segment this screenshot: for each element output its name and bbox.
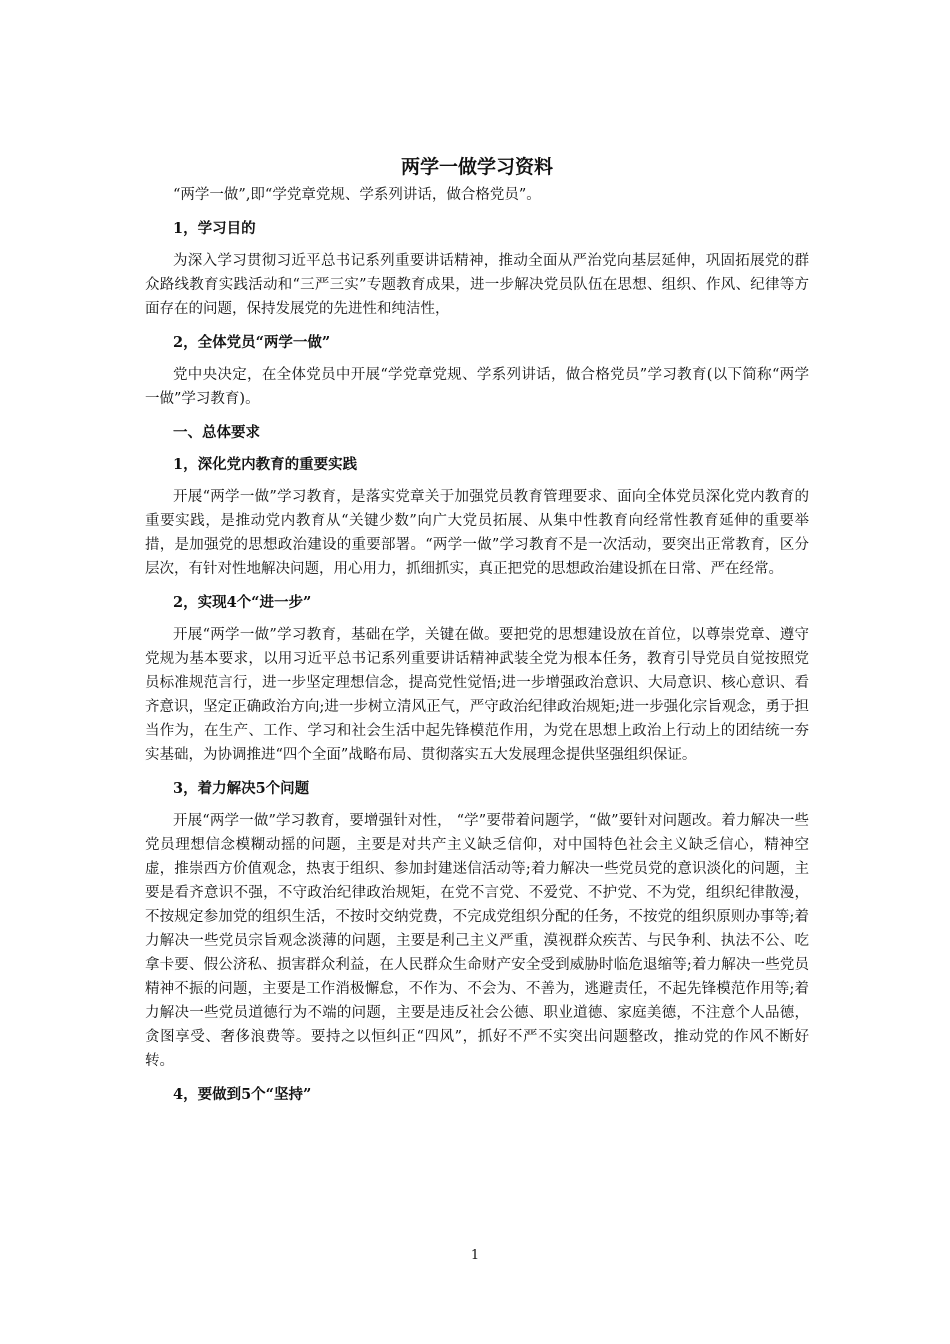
page-number: 1 xyxy=(470,1248,480,1263)
section-heading: 4，要做到5个“坚持” xyxy=(173,1086,312,1103)
intro-paragraph: “两学一做”,即“学党章党规、学系列讲话，做合格党员”。 xyxy=(173,187,541,203)
body-paragraph: 为深入学习贯彻习近平总书记系列重要讲话精神，推动全面从严治党向基层延伸，巩固拓展党的群众路线教育实践活动和“三严三实”专题教育成果，进一步解决党员队伍在思想、组织、作风、纪律等方面存在的问题，保持发展党的先进性和纯洁性， xyxy=(145,253,809,317)
section-heading: 2，实现4个“进一步” xyxy=(173,594,312,611)
body-paragraph: 开展“两学一做”学习教育，是落实党章关于加强党员教育管理要求、面向全体党员深化党内教育的重要实践，是推动党内教育从“关键少数”向广大党员拓展、从集中性教育向经常性教育延伸的重要举措，是加强党的思想政治建设的重要部署。“两学一做”学习教育不是一次活动，要突出正常教育，区分层次，有针对性地解决问题，用心用力，抓细抓实，真正把党的思想政治建设抓在日常、严在经常。 xyxy=(145,489,809,577)
section-heading: 3，着力解决5个问题 xyxy=(173,780,310,797)
document-title: 两学一做学习资料 xyxy=(400,156,553,178)
section-heading: 1，深化党内教育的重要实践 xyxy=(173,456,358,473)
section-heading: 1，学习目的 xyxy=(173,220,256,237)
document-body xyxy=(145,152,809,1115)
document-sections xyxy=(145,217,809,1107)
body-paragraph: 开展“两学一做”学习教育，基础在学，关键在做。要把党的思想建设放在首位，以尊崇党章、遵守党规为基本要求，以用习近平总书记系列重要讲话精神武装全党为根本任务，教育引导党员自觉按照党员标准规范言行，进一步坚定理想信念，提高党性觉悟;进一步增强政治意识、大局意识、核心意识、看齐意识，坚定正确政治方向;进一步树立清风正气，严守政治纪律政治规矩;进一步强化宗旨观念，勇于担当作为，在生产、工作、学习和社会生活中起先锋模范作用，为党在思想上政治上行动上的团结统一夯实基础，为协调推进“四个全面”战略布局、贯彻落实五大发展理念提供坚强组织保证。 xyxy=(145,627,809,763)
body-paragraph: 党中央决定，在全体党员中开展“学党章党规、学系列讲话，做合格党员”学习教育(以下简称“两学一做”学习教育)。 xyxy=(145,367,809,407)
body-paragraph: 开展“两学一做”学习教育，要增强针对性， “学”要带着问题学，“做”要针对问题改。着力解决一些党员理想信念模糊动摇的问题，主要是对共产主义缺乏信仰，对中国特色社会主义缺乏信心，精神空虚，推崇西方价值观念，热衷于组织、参加封建迷信活动等;着力解决一些党员党的意识淡化的问题，主要是看齐意识不强，不守政治纪律政治规矩，在党不言党、不爱党、不护党、不为党，组织纪律散漫，不按规定参加党的组织生活，不按时交纳党费，不完成党组织分配的任务，不按党的组织原则办事等;着力解决一些党员宗旨观念淡薄的问题，主要是利己主义严重，漠视群众疾苦、与民争利、执法不公、吃拿卡要、假公济私、损害群众利益，在人民群众生命财产安全受到威胁时临危退缩等;着力解决一些党员精神不振的问题，主要是工作消极懈怠，不作为、不会为、不善为，逃避责任，不起先锋模范作用等;着力解决一些党员道德行为不端的问题，主要是违反社会公德、职业道德、家庭美德，不注意个人品德，贪图享受、奢侈浪费等。要持之以恒纠正“四风”，抓好不严不实突出问题整改，推动党的作风不断好转。 xyxy=(145,813,809,1069)
section-heading: 一、总体要求 xyxy=(173,424,260,441)
section-heading: 2，全体党员“两学一做” xyxy=(173,334,331,351)
